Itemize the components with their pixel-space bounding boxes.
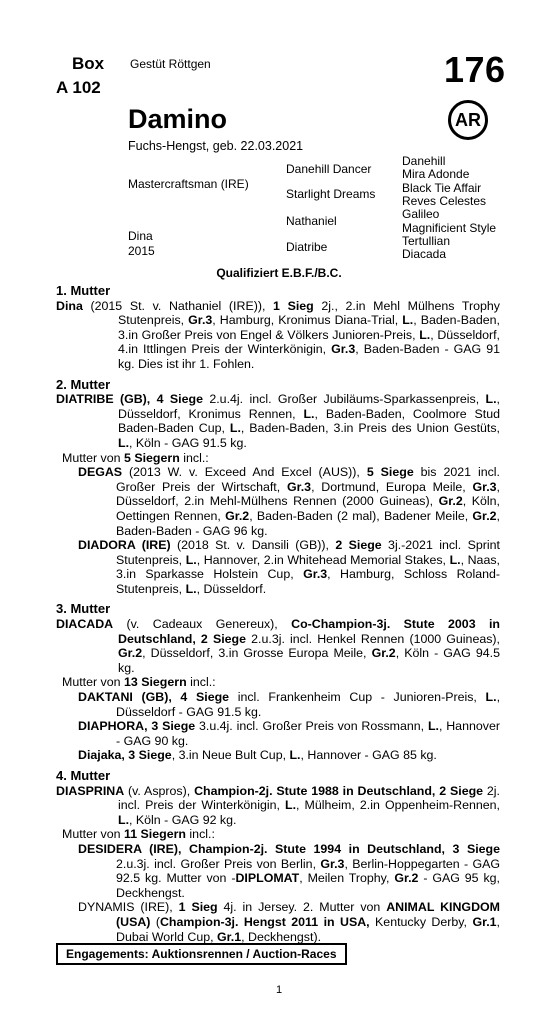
family-text	[56, 284, 500, 944]
pedigree-g3-7: Tertullian	[402, 234, 451, 248]
breeder: Gestüt Röttgen	[130, 57, 211, 71]
winners-line: Mutter von 5 Siegern incl.:	[62, 450, 209, 465]
offspring-entry: Diajaka, 3 Siege, 3.in Neue Bult Cup, L., Hannover - GAG 85 kg.	[78, 748, 437, 763]
fourth-dam-entry: DIASPRINA (v. Aspros), Champion-2j. Stute 1988 in Deutschland, 2 Siege 2j. incl. Preis der Winterkönigin, L., Mülheim, 2.in Oppenheim-Rennen, L., Köln - GAG 92 kg.	[56, 783, 501, 827]
pedigree-g3-1: Danehill	[402, 154, 446, 168]
offspring-entry: DYNAMIS (IRE), 1 Sieg 4j. in Jersey. 2. Mutter von ANIMAL KINGDOM (USA) (Champion-3j. Hengst 2011 in USA, Kentucky Derby, Gr.1, Dubai World Cup, Gr.1, Deckhengst).	[78, 900, 500, 944]
pedigree-g3-3: Black Tie Affair	[402, 181, 482, 195]
third-dam-entry: DIACADA (v. Cadeaux Genereux), Co-Champion-3j. Stute 2003 in Deutschland, 2 Siege 2.u.3j. incl. Henkel Rennen (1000 Guineas), Gr.2, Düsseldorf, 3.in Grosse Europa Meile, Gr.2, Köln - GAG 94.5 kg.	[56, 617, 501, 675]
pedigree-g3-5: Galileo	[402, 207, 440, 221]
horse-name: Damino	[128, 104, 228, 134]
section-heading-2: 2. Mutter	[56, 376, 111, 392]
pedigree-sire: Mastercraftsman (IRE)	[128, 177, 249, 191]
pedigree-g3-4: Reves Celestes	[402, 194, 487, 208]
box-number: A 102	[56, 78, 101, 97]
pedigree-sire-dam: Starlight Dreams	[286, 187, 376, 201]
section-heading-3: 3. Mutter	[56, 601, 111, 617]
pedigree-g3-2: Mira Adonde	[402, 167, 470, 181]
lot-number: 176	[444, 49, 506, 90]
second-dam-entry: DIATRIBE (GB), 4 Siege 2.u.4j. incl. Großer Jubiläums-Sparkassenpreis, L., Düsseldorf, Kronimus Rennen, L., Baden-Baden, Coolmore Stud Baden-Baden Cup, L., Baden-Baden, 3.in Preis des Union Gestüts, L., Köln - GAG 91.5 kg.	[56, 392, 500, 450]
pedigree-dam-year: 2015	[128, 244, 155, 258]
page-number: 1	[275, 984, 283, 996]
winners-line: Mutter von 13 Siegern incl.:	[62, 675, 216, 690]
pedigree-g3-8: Diacada	[402, 247, 447, 261]
offspring-entry: DEGAS (2013 W. v. Exceed And Excel (AUS)), 5 Siege bis 2021 incl. Großer Preis der Wirtschaft, Gr.3, Dortmund, Europa Meile, Gr.3, Düsseldorf, 2.in Mehl-Mülhens Rennen (2000 Guineas), Gr.2, Köln, Oettingen Rennen, Gr.2, Baden-Baden (2 mal), Badener Meile, Gr.2, Baden-Baden - GAG 96 kg.	[78, 465, 500, 538]
offspring-entry: DIADORA (IRE) (2018 St. v. Dansili (GB)), 2 Siege 3j.-2021 incl. Sprint Stutenpreis, L., Hannover, 2.in Whitehead Memorial Stakes, L., Naas, 3.in Sparkasse Holstein Cup, Gr.3, Hamburg, Schloss Roland-Stutenpreis, L., Düsseldorf.	[78, 538, 500, 596]
pedigree-dam: Dina	[128, 229, 153, 243]
qualification: Qualifiziert E.B.F./B.C.	[216, 266, 342, 280]
offspring-entry: DAKTANI (GB), 4 Siege incl. Frankenheim Cup - Junioren-Preis, L., Düsseldorf - GAG 91.5 kg.	[78, 690, 501, 719]
dam-name: Dina	[56, 298, 83, 313]
offspring-entry: DESIDERA (IRE), Champion-2j. Stute 1994 in Deutschland, 3 Siege 2.u.3j. incl. Großer Preis von Berlin, Gr.3, Berlin-Hoppegarten - GAG 92.5 kg. Mutter von -DIPLOMAT, Meilen Trophy, Gr.2 - GAG 95 kg, Deckhengst.	[78, 841, 501, 900]
box-label: Box	[72, 54, 105, 73]
dam-entry: Dina (2015 St. v. Nathaniel (IRE)), 1 Sieg 2j., 2.in Mehl Mülhens Trophy Stutenpreis, Gr.3, Hamburg, Kronimus Diana-Trial, L., Baden-Baden, 3.in Großer Preis von Engel & Völkers Junioren-Preis, L., Düsseldorf, 4.in Ittlingen Preis der Winterkönigin, Gr.3, Baden-Baden - GAG 91 kg. Dies ist ihr 1. Fohlen.	[56, 298, 500, 371]
pedigree-dam-dam: Diatribe	[286, 240, 328, 254]
pedigree-g3-6: Magnificient Style	[402, 221, 497, 235]
section-heading-4: 4. Mutter	[56, 768, 111, 783]
ar-badge: AR	[448, 100, 488, 140]
pedigree-sire-sire: Danehill Dancer	[286, 162, 372, 176]
winners-line: Mutter von 11 Siegern incl.:	[62, 827, 215, 842]
pedigree-dam-sire: Nathaniel	[286, 214, 337, 228]
horse-description: Fuchs-Hengst, geb. 22.03.2021	[128, 139, 304, 153]
section-heading-1: 1. Mutter	[56, 283, 111, 298]
offspring-entry: DIAPHORA, 3 Siege 3.u.4j. incl. Großer Preis von Rossmann, L., Hannover - GAG 90 kg.	[78, 719, 500, 748]
engagements-box: Engagements: Auktionsrennen / Auction-Races	[56, 943, 347, 965]
